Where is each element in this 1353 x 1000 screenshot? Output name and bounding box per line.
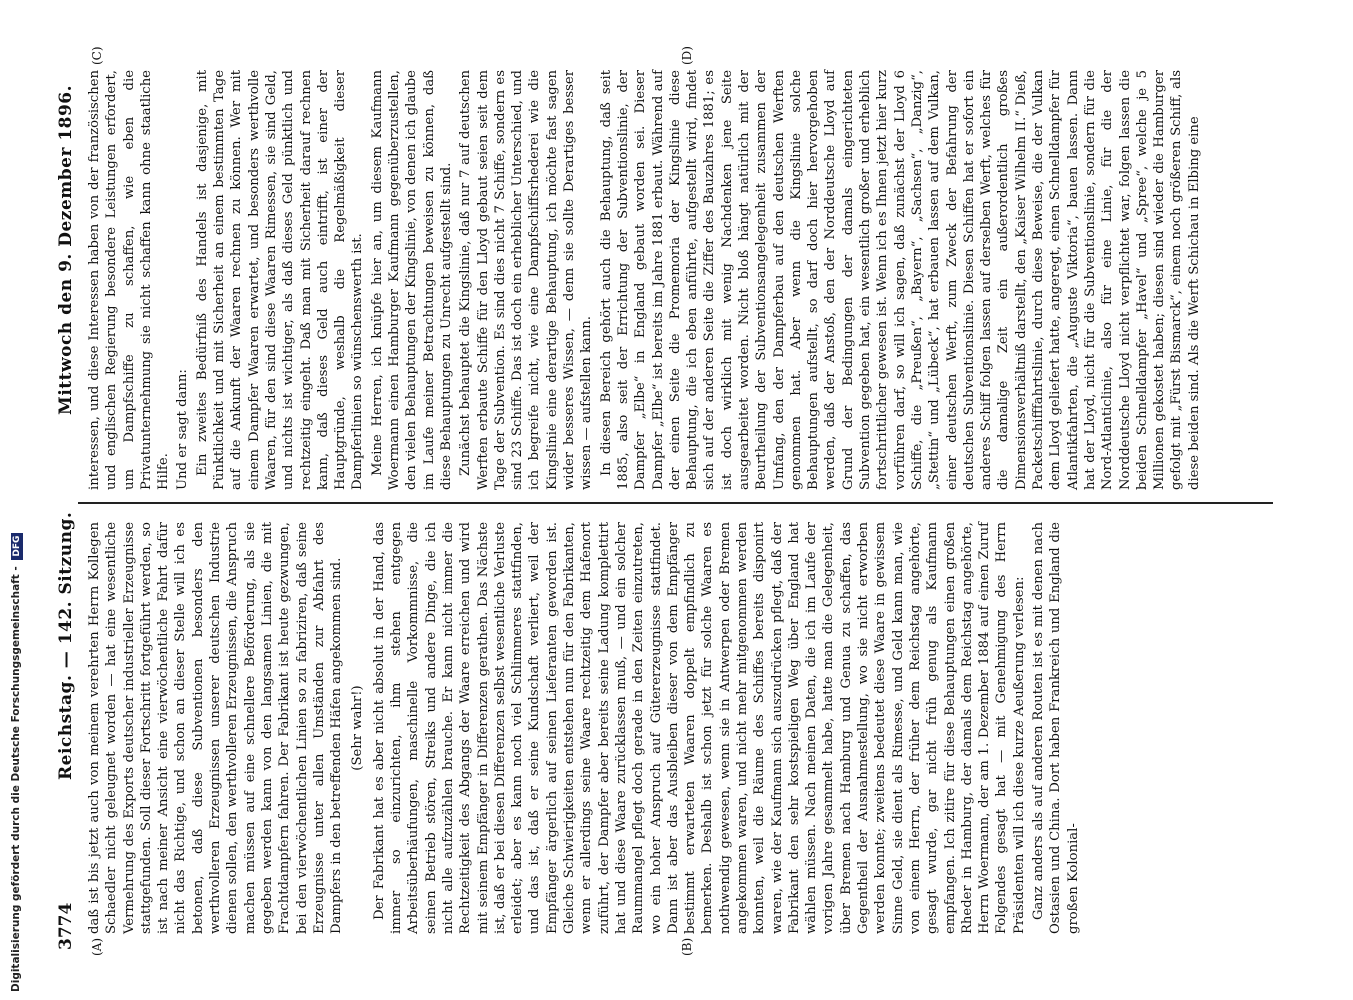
paragraph: In diesen Bereich gehört auch die Behauptung, daß seit 1885, also seit der Errichtung der Subventionslinie, der Dampfer „Elbe“ in England gebaut worden sei. Dieser Dampfer „Elbe“ ist bereits im Jahre 1881 erbaut. Während auf der einen Seite die Promemoria der Kingslinie diese Behauptung, die ich eben anführte, aufgestellt wird, findet sich auf der anderen Seite die Ziffer des Bauzahres 1881; es ist doch wirklich mit wenig Nachdenken jene Seite ausgearbeitet worden. Nicht bloß hängt natürlich mit der Beurtheilung der Subventionsangelegenheit zusammen der Umfang, den der Dampferbau auf den deutschen Werften genommen hat. Aber wenn die Kingslinie solche Behauptungen aufstellt, so darf doch hier hervorgehoben werden, daß der Anstoß, den der Norddeutsche Lloyd auf Grund der Bedingungen der damals eingerichteten Subvention gegeben hat, ein wesentlich großer und erheblich fortschrittlicher gewesen ist. Wenn ich es Ihnen jetzt hier kurz vorführen darf, so will ich sagen, daß zunächst der Lloyd 6 Schiffe, die „Preußen“, „Bayern“, „Sachsen“, „Danzig“, „Stettin“ und „Lübeck“, hat erbauen lassen auf dem Vulkan, einer deutschen Werft, zum Zweck der Befahrung der deutschen Subventionslinie. Diesen Schiffen hat er sofort ein anderes Schiff folgen lassen auf derselben Werft, welches für die damalige Zeit ein außerordentlich großes Dimensionsverhältniß darstellt, den „Kaiser Wilhelm II.“ Dieß, Packetschifffahrtslinie, durch diese Beweise, die der Vulkan dem Lloyd geliefert hatte, angeregt, einen Schnelldampfer für Atlantikfahrten, die „Auguste Viktoria“, bauen lassen. Dann hat der Lloyd, nicht für die Subventionslinie, sondern für die Nord-Atlanticlinie, also für eine Linie, für die der Norddeutsche Lloyd nicht verpflichtet war, folgen lassen die beiden Schnelldampfer „Havel“ und „Spree“, welche je 5 Millionen gekostet haben; diesen sind wieder die Hamburger gefolgt mit „Fürst Bismarck“, einem noch größeren Schiff, als diese beiden sind. Als die Werft Schichau in Elbing eine — [598, 70, 1202, 490]
digitization-credit — [10, 2, 23, 992]
paragraph: Meine Herren, ich knüpfe hier an, um diesem Kaufmann Woermann einen Hamburger Kaufmann gegenüberzustellen, den vielen Behauptungen der Kingslinie, von denen ich glaube im Laufe meiner Betrachtungen beweisen zu können, daß diese Behauptungen zu Unrecht aufgestellt sind. — [369, 70, 454, 490]
column-divider — [78, 502, 1273, 504]
margin-marker-c: (C) — [90, 46, 104, 65]
session-date: Mittwoch den 9. Dezember 1896. — [56, 84, 76, 415]
quote-paragraph: interessen, und diese Interessen haben von der französischen und englischen Regierung besondere Leistungen erfordert, um Dampfschiffe zu schaffen, wie eben die Privatunternehmung sie nicht schaffen kann ohne staatliche Hilfe. — [87, 70, 172, 490]
credit-text: Digitalisierung gefördert durch die Deutsche Forschungsgemeinschaft - — [10, 566, 22, 992]
interjection: (Sehr wahr!) — [350, 685, 366, 771]
paragraph: Der Fabrikant hat es aber nicht absolut in der Hand, das immer so einzurichten, ihm stehen entgegen Arbeitsüberhäufungen, maschinelle Vorkommnisse, die seinen Betrieb stören, Streiks und andere Dinge, die ich nicht alle aufzuzählen brauche. Er kann nicht immer die Rechtzeitigkeit des Abgangs der Waare erreichen und wird mit seinem Empfänger in Differenzen gerathen. Das Nächste ist, daß er bei diesen Differenzen selbst wesentliche Verluste erleidet; aber es kann noch viel Schlimmeres stattfinden, und das ist, daß er seine Kundschaft verliert, weil der Empfänger ärgerlich auf seinen Lieferanten geworden ist. Gleiche Schwierigkeiten entstehen nun für den Fabrikanten, wenn er allerdings seine Waare rechtzeitig dem Hafenort zuführt, der Dampfer aber bereits seine Ladung komplettirt hat und diese Waare zurücklassen muß, — und ein solcher Raummangel pflegt doch gerade in den Zeiten einzutreten, wo ein hoher Anspruch auf Gütererzeugnisse stattfindet. Dann ist aber das Ausbleiben dieser von dem Empfänger bestimmt erwarteten Waaren doppelt empfindlich zu bemerken. Deshalb ist schon jetzt für solche Waaren es nothwendig gewesen, wenn sie in Antwerpen oder Bremen angekommen waren, und nicht mehr mitgenommen werden konnten, weil die Räume des Schiffes bereits disponirt waren, wie der Kaufmann sich auszudrücken pflegt, daß der Fabrikant den sehr kostspieligen Weg über England hat wählen müssen. Nach meinen Daten, die ich im Laufe der vorigen Jahre gesammelt habe, hatte man die Gelegenheit, über Bremen nach Hamburg und Genua zu schaffen, das Gegentheil der Ausnahmestellung, wo sie nicht erworben werden konnte; zweitens bedeutet diese Waare in gewissem Sinne Geld, sie dient als Rimesse, und Geld kann man, wie von einem Herrn, der früher dem Reichstag angehörte, gesagt wurde, gar nicht früh genug als Kaufmann empfangen. Ich zitire für diese Behauptungen einen großen Rheder in Hamburg, der damals dem Reichstag angehörte, Herrn Woermann, der am 1. Dezember 1884 auf einen Zuruf Folgendes gesagt hat — mit Genehmigung des Herrn Präsidenten will ich diese kurze Aeußerung verlesen: — [371, 522, 1027, 934]
page-number: 3774 — [56, 902, 76, 950]
left-column — [86, 522, 1084, 934]
margin-marker-d: (D) — [680, 46, 694, 65]
paragraph: Zunächst behauptet die Kingslinie, daß nur 7 auf deutschen Werften erbaute Schiffe für den Lloyd gebaut seien seit dem Tage der Subvention. Es sind dies nicht 7 Schiffe, sondern es sind 23 Schiffe. Das ist doch ein erheblicher Unterschied, und ich begreife nicht, wie eine Dampfschiffsrhederei wie die Kingslinie eine derartige Behauptung, ich möchte fast sagen wider besseres Wissen, — denn sie sollte Derartiges besser wissen — aufstellen kann. — [458, 70, 595, 490]
dfg-logo: DFG — [11, 533, 23, 560]
quote-paragraph: Ein zweites Bedürfniß des Handels ist dasjenige, mit Pünktlichkeit und mit Sicherheit an einem bestimmten Tage auf die Ankunft der Waaren rechnen zu können. Wer mit einem Dampfer Waaren erwartet, und besonders werthvolle Waaren, für den sind diese Waaren Rimessen, sie sind Geld, und nichts ist wichtiger, als daß dieses Geld pünktlich und rechtzeitig eingeht. Daß man mit Sicherheit darauf rechnen kann, daß dieses Geld auch eintrifft, ist einer der Hauptgründe, weshalb die Regelmäßigkeit dieser Dampferlinien so wünschenswerth ist. — [194, 70, 366, 490]
paragraph: Und er sagt dann: — [175, 369, 191, 490]
margin-marker-b: (B) — [680, 937, 694, 956]
paragraph: daß ist bis jetzt auch von meinem verehrten Herrn Kollegen Schaedler nicht geleugnet worden — hat eine wesentliche Vermehrung des Exports deutscher industrieller Erzeugnisse stattgefunden. Soll dieser Fortschritt fortgeführt werden, so ist nach meiner Ansicht eine vierwöchentliche Fahrt dafür nicht das Richtige, und schon an dieser Stelle will ich es betonen, daß diese Subventionen besonders den werthvolleren Erzeugnissen unserer deutschen Industrie dienen sollen, den werthvolleren Erzeugnissen, die Anspruch machen müssen auf eine schnellere Beförderung, als sie gegeben werden kann von den langsamen Linien, die mit Frachtdampfern fahren. Der Fabrikant ist heute gezwungen, bei den vierwöchentlichen Linien so zu fabriziren, daß seine Erzeugnisse unter allen Umständen zur Abfahrt des Dampfers in den betreffenden Häfen angekommen sind. — [87, 522, 345, 934]
margin-marker-a: (A) — [90, 937, 104, 956]
right-column — [86, 70, 1205, 490]
quote-paragraph: Ganz anders als auf anderen Routen ist es mit denen nach Ostasien und China. Dort haben Frankreich und England die großen Kolonial- — [1031, 522, 1081, 934]
session-title: Reichstag. — 142. Sitzung. — [56, 511, 76, 780]
page-header — [56, 40, 82, 960]
